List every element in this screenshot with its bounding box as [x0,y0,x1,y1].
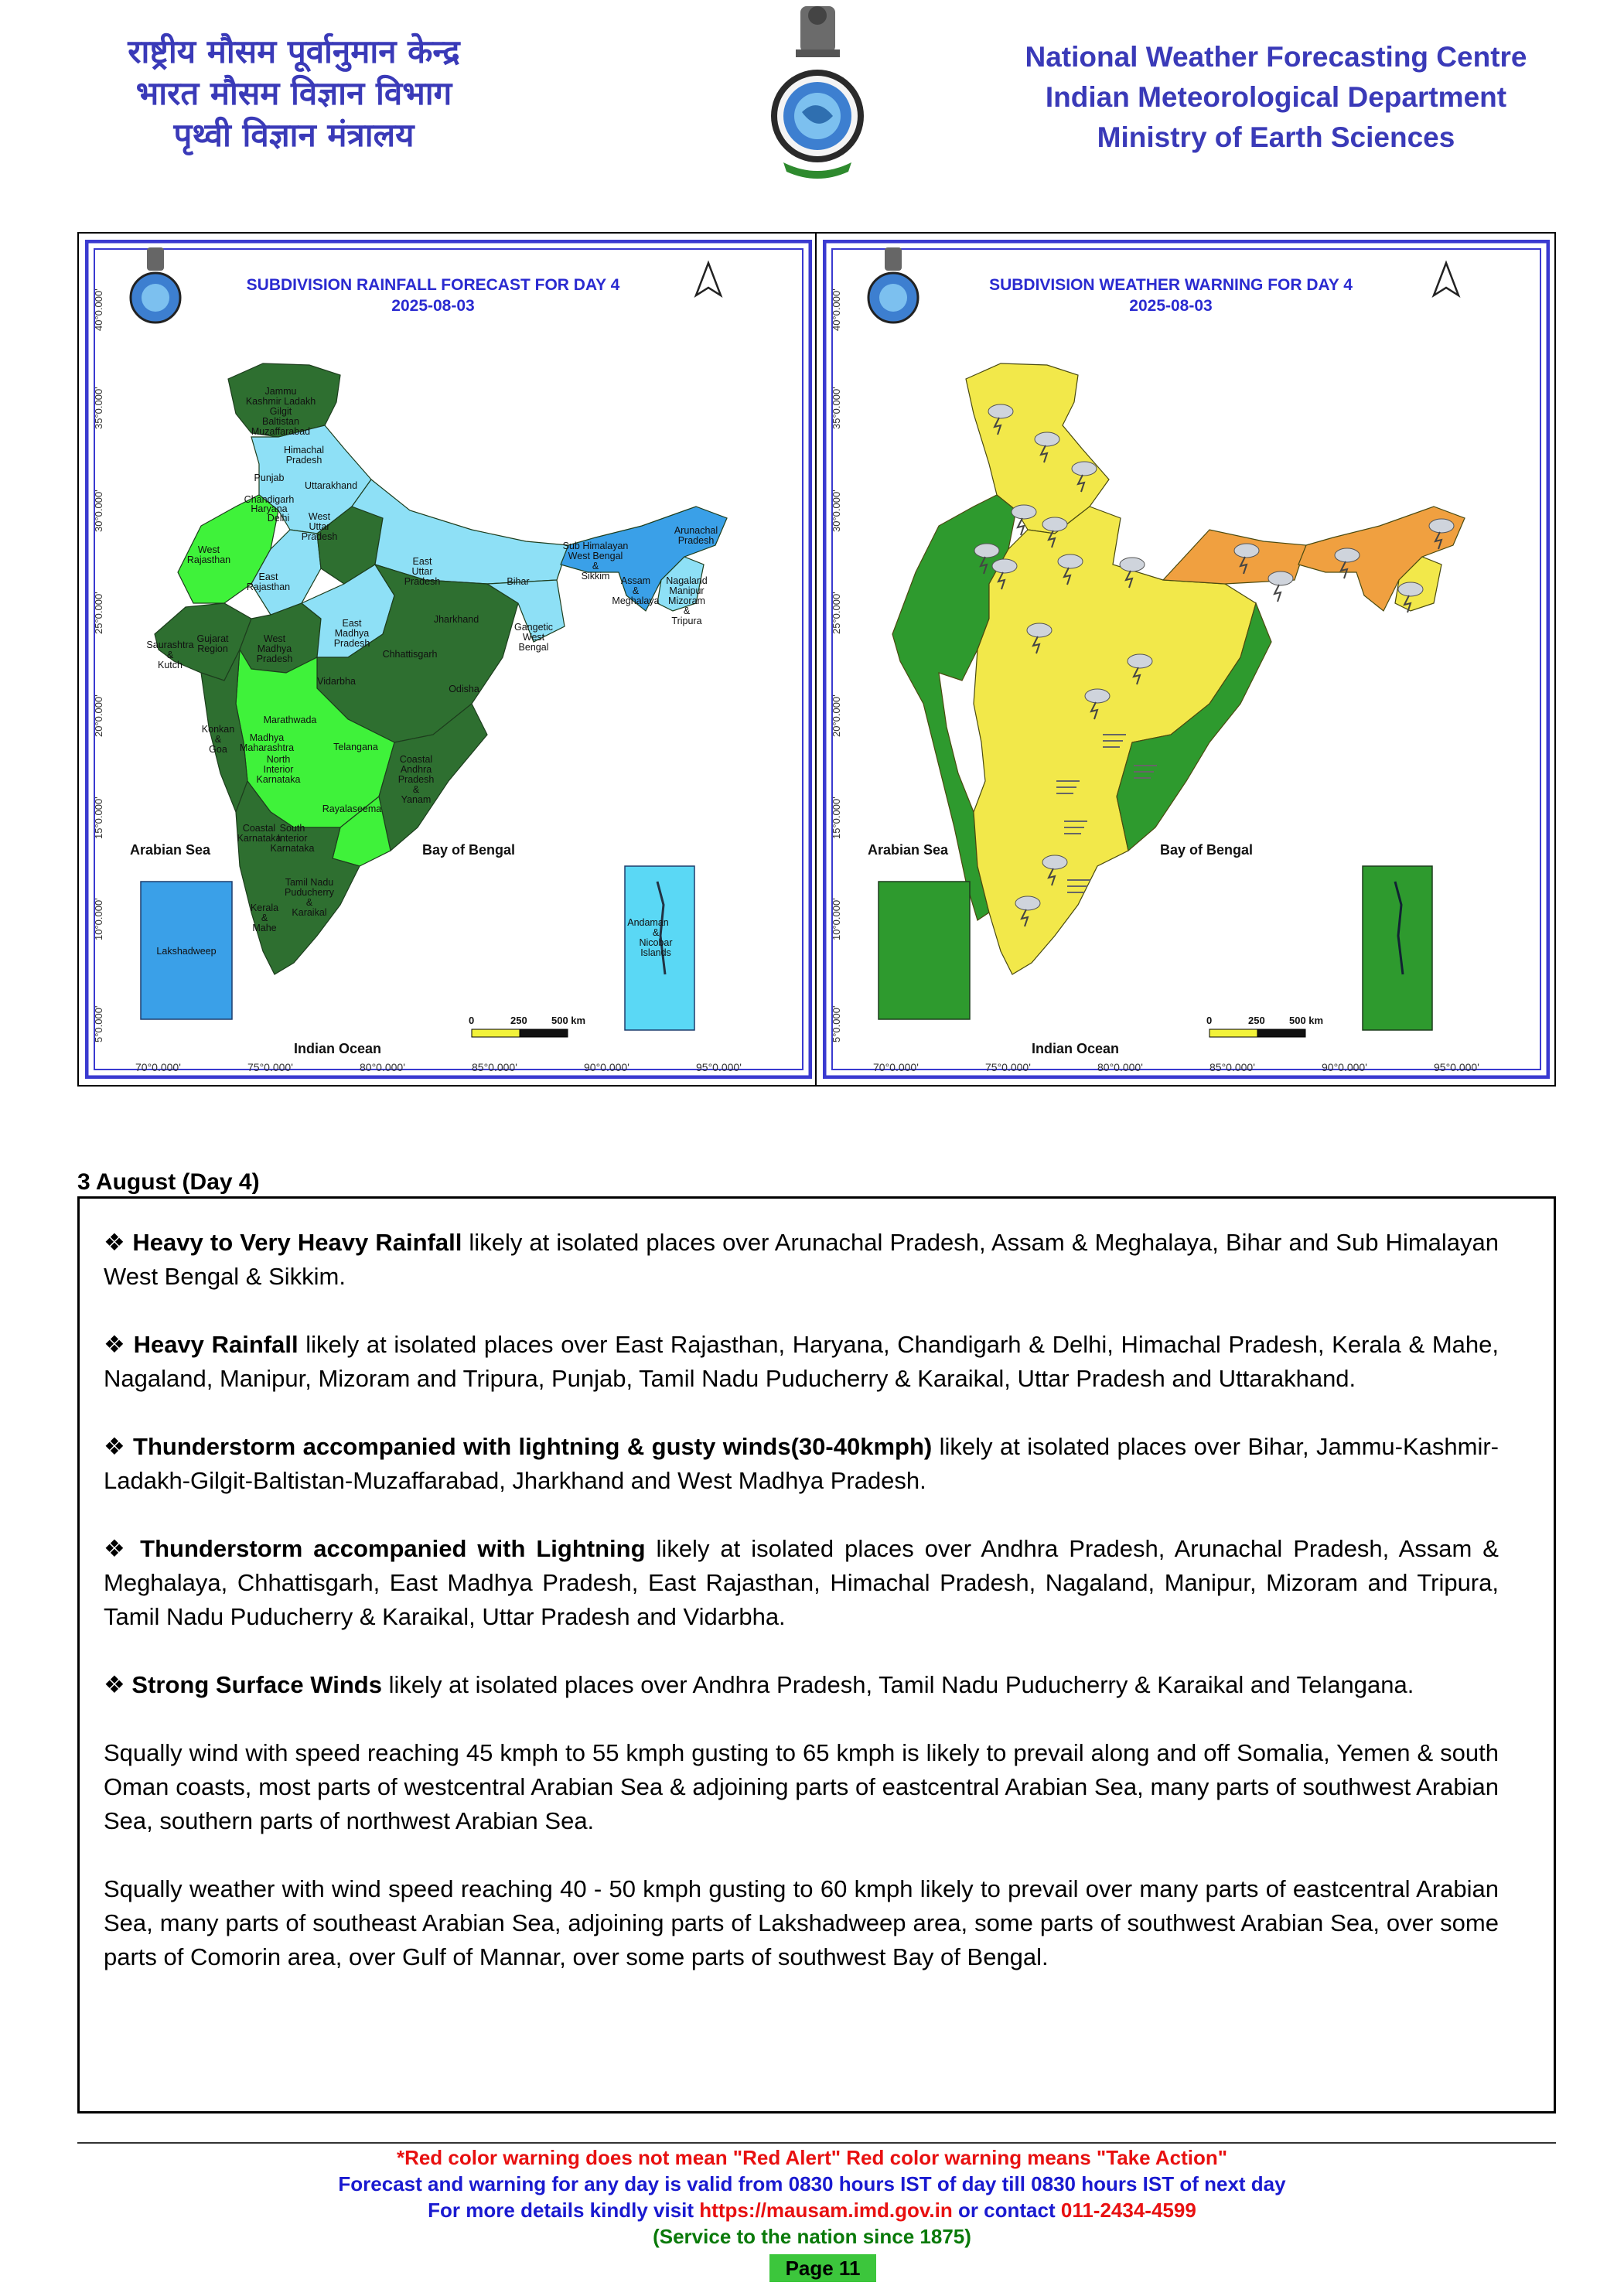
warning-map-title: SUBDIVISION WEATHER WARNING FOR DAY 4 [989,276,1353,294]
rainfall-forecast-map [85,240,812,1079]
lat-tick-5: 5°0.000' [93,1005,104,1042]
label-chhattisgarh: Chhattisgarh [382,649,438,660]
label-rayalaseema: Rayalaseema [322,803,382,814]
label-karaikal: Karaikal [292,907,327,918]
label-delhi: Delhi [267,513,290,524]
label-goa: Goa [209,744,227,755]
label-baltistan: Baltistan [262,416,299,427]
label-nik-3: Karnataka [256,774,301,785]
label-himachal-pradesh: Pradesh [285,455,322,466]
label-odisha: Odisha [449,684,479,694]
lon-tick-85: 85°0.000' [472,1061,517,1073]
footer-red-note: *Red color warning does not mean "Red Alert" Red color warning means "Take Action" [396,2146,1228,2169]
footer-details: For more details kindly visit https://mausam.imd.gov.in or contact 011-2434-4599 [428,2199,1196,2222]
english-header-line-2: Indian Meteorological Department [1045,81,1507,113]
label-west-up-3: Pradesh [301,531,338,542]
label-assam-1: Assam [620,575,651,586]
label-jharkhand: Jharkhand [433,614,479,625]
label-tripura: Tripura [671,616,702,626]
label-coastal-andhra-4: & [412,784,420,795]
maps-divider [815,232,817,1087]
squally-wind-paragraph: Squally wind with speed reaching 45 kmph to 55 kmph gusting to 65 kmph is likely to prevail along and off Somalia, Yemen & south Oman coasts, most parts of westcentral Arabian Sea & adjoining parts of eastcentral Arabian Sea, many parts of southwest Arabian Sea, southern parts of northwest Arabian Sea. [104,1739,1499,1834]
forecast-item-text: likely at isolated places over Andhra Pradesh, Arunachal Pradesh, Assam & Meghalaya, Chhattisgarh, East Madhya Pradesh, East Rajasthan, Himachal Pradesh, Nagaland, Manipur, Mizoram and Tripura, Tamil Nadu Puducherry & Karaikal, Uttar Pradesh and Vidarbha. [104,1535,1499,1630]
label-nagaland: Nagaland [666,575,708,586]
weather-warning-map [823,240,1550,1079]
sea-label-arabian: Arabian Sea [868,842,949,858]
label-vidarbha: Vidarbha [317,676,356,687]
label-andaman: Andaman [627,917,669,928]
label-gujarat: Gujarat [196,633,229,644]
lon-tick-95: 95°0.000' [696,1061,742,1073]
scale-label-250: 250 [510,1015,527,1026]
forecast-item-heading: Thunderstorm accompanied with lightning & gusty winds(30-40kmph) [133,1433,933,1460]
label-uttarakhand: Uttarakhand [304,480,358,491]
label-east-mp-2: Madhya [334,628,370,639]
footer-url-link[interactable]: https://mausam.imd.gov.in [699,2199,953,2222]
day-title: 3 August (Day 4) [77,1169,260,1195]
label-shwb-1: Sub Himalayan [562,541,629,551]
lat-tick-20: 20°0.000' [93,694,104,737]
label-interior: Interior [277,833,308,844]
lon-tick-95: 95°0.000' [1434,1061,1479,1073]
forecast-item: ❖ Heavy to Very Heavy Rainfall likely at isolated places over Arunachal Pradesh, Assam & Meghalaya, Bihar and Sub Himalayan West Bengal & Sikkim. [104,1229,1499,1290]
label-kerala-amp: & [261,913,268,923]
scale-label-250: 250 [1248,1015,1265,1026]
label-west-mp-2: Madhya [257,643,292,654]
forecast-item-text: likely at isolated places over Andhra Pradesh, Tamil Nadu Puducherry & Karaikal and Telangana. [381,1671,1414,1698]
lat-tick-30: 30°0.000' [93,490,104,532]
lat-tick-25: 25°0.000' [93,592,104,634]
label-konkan-amp: & [214,734,222,745]
imd-emblem-logo [762,0,874,184]
lat-tick-40: 40°0.000' [831,288,842,331]
label-marathwada: Marathwada [263,715,317,725]
label-west-up-1: West [308,511,331,522]
lat-tick-35: 35°0.000' [93,387,104,429]
label-tamil-nadu: Tamil Nadu [285,877,334,888]
scale-label-500: 500 km [1289,1015,1324,1026]
lat-tick-20: 20°0.000' [831,694,842,737]
lon-tick-85: 85°0.000' [1209,1061,1255,1073]
label-coastal-andhra-1: Coastal [399,754,433,765]
english-header [1005,37,1547,158]
label-kerala: Kerala [250,902,279,913]
page-number-badge: Page 11 [769,2254,876,2282]
label-coastal-andhra-3: Pradesh [397,774,435,785]
sea-label-bengal: Bay of Bengal [422,842,516,858]
label-ne-amp: & [683,606,691,616]
label-mizoram: Mizoram [668,595,705,606]
label-west-rajasthan-2: Rajasthan [186,554,231,565]
lon-tick-90: 90°0.000' [584,1061,629,1073]
ashoka-lion-icon [796,6,840,57]
lat-tick-40: 40°0.000' [93,288,104,331]
label-madhya-maharashtra-2: Maharashtra [239,742,295,753]
forecast-item-text: likely at isolated places over Bihar, Jammu-Kashmir-Ladakh-Gilgit-Baltistan-Muzaffarabad, Jharkhand and West Madhya Pradesh. [104,1433,1499,1494]
english-header-line-3: Ministry of Earth Sciences [1097,121,1455,153]
english-header-line-1: National Weather Forecasting Centre [1025,41,1527,73]
forecast-item: ❖ Thunderstorm accompanied with lightning & gusty winds(30-40kmph) likely at isolated places over Bihar, Jammu-Kashmir-Ladakh-Gilgit-Baltistan-Muzaffarabad, Jharkhand and West Madhya Pradesh. [104,1433,1499,1494]
label-gangetic-1: Gangetic [513,622,554,633]
forecast-item: ❖ Strong Surface Winds likely at isolated places over Andhra Pradesh, Tamil Nadu Puducherry & Karaikal and Telangana. [104,1671,1414,1698]
forecast-item: ❖ Heavy Rainfall likely at isolated places over East Rajasthan, Haryana, Chandigarh & Delhi, Himachal Pradesh, Kerala & Mahe, Nagaland, Manipur, Mizoram and Tripura, Punjab, Tamil Nadu Puducherry & Karaikal, Uttar Pradesh and Uttarakhand. [104,1331,1499,1392]
label-saurashtra-amp: & [166,650,174,660]
lat-tick-15: 15°0.000' [831,797,842,839]
hindi-header-line-1: राष्ट्रीय मौसम पूर्वानुमान केन्द्र [128,32,460,70]
label-arunachal-2: Pradesh [677,535,715,546]
label-gilgit: Gilgit [269,406,292,417]
forecast-content [104,1226,1499,2008]
footer-since: (Service to the nation since 1875) [653,2225,971,2248]
label-east-rajasthan-2: Rajasthan [246,582,291,592]
label-mahe: Mahe [252,923,277,933]
lon-tick-70: 70°0.000' [135,1061,181,1073]
lat-tick-5: 5°0.000' [831,1005,842,1042]
label-manipur: Manipur [669,585,705,596]
forecast-item-heading: Heavy Rainfall [133,1331,299,1358]
sea-label-bengal: Bay of Bengal [1160,842,1254,858]
footer-validity: Forecast and warning for any day is valid from 0830 hours IST of day till 0830 hours IST of next day [338,2172,1286,2195]
sea-label-indian: Indian Ocean [1032,1041,1120,1056]
hindi-header [77,31,510,156]
label-assam-3: Meghalaya [612,595,660,606]
label-assam-2: & [632,585,640,596]
label-konkan: Konkan [201,724,235,735]
forecast-item: ❖ Thunderstorm accompanied with Lightning likely at isolated places over Andhra Pradesh, Arunachal Pradesh, Assam & Meghalaya, Chhattisgarh, East Madhya Pradesh, East Rajasthan, Himachal Pradesh, Nagaland, Manipur, Mizoram and Tripura, Tamil Nadu Puducherry & Karaikal, Uttar Pradesh and Vidarbha. [104,1535,1499,1630]
forecast-item-text: likely at isolated places over Arunachal Pradesh, Assam & Meghalaya, Bihar and Sub Himalayan West Bengal & Sikkim. [104,1229,1499,1290]
label-kutch: Kutch [158,660,183,670]
lat-tick-10: 10°0.000' [93,898,104,940]
label-nicobar: Nicobar [639,937,673,948]
lat-tick-25: 25°0.000' [831,592,842,634]
lat-tick-15: 15°0.000' [93,797,104,839]
label-east-up-1: East [412,556,432,567]
squally-weather-paragraph: Squally weather with wind speed reaching 40 - 50 kmph gusting to 60 kmph likely to prevail over many parts of eastcentral Arabian Sea, many parts of southeast Arabian Sea, adjoining parts of Lakshadweep area, some parts of southwest Arabian Sea, over some parts of Comorin area, over Gulf of Mannar, over some parts of southwest Bay of Bengal. [104,1875,1499,1970]
label-nik-2: Interior [263,764,294,775]
label-east-rajasthan-1: East [258,571,278,582]
label-east-up-3: Pradesh [404,576,441,587]
warning-region-lakshadweep [879,882,970,1019]
label-coastal-karnataka-1: Coastal [242,823,276,834]
rainfall-map-title: SUBDIVISION RAINFALL FORECAST FOR DAY 4 [246,276,620,294]
lat-tick-30: 30°0.000' [831,490,842,532]
label-shwb-4: Sikkim [581,571,610,582]
label-punjab: Punjab [254,473,285,483]
label-gangetic-2: West [522,632,545,643]
label-bihar: Bihar [507,576,530,587]
label-muzaffarabad: Muzaffarabad [251,426,311,437]
footer-divider [77,2142,1556,2144]
label-jammu: Jammu [264,386,297,397]
label-kashmir-ladakh: Kashmir Ladakh [245,396,316,407]
label-east-up-2: Uttar [411,566,433,577]
forecast-item-text: likely at isolated places over East Rajasthan, Haryana, Chandigarh & Delhi, Himachal Pradesh, Kerala & Mahe, Nagaland, Manipur, Mizoram and Tripura, Punjab, Tamil Nadu Puducherry & Karaikal, Uttar Pradesh and Uttarakhand. [104,1331,1499,1392]
label-chandigarh: Chandigarh [244,494,295,505]
lon-tick-90: 90°0.000' [1322,1061,1367,1073]
label-gangetic-3: Bengal [518,642,549,653]
label-south-interior: South [279,823,305,834]
label-interior-karnataka: Karnataka [270,843,315,854]
footer-phone: 011-2434-4599 [1060,2199,1196,2222]
lat-tick-35: 35°0.000' [831,387,842,429]
label-yanam: Yanam [401,794,432,805]
label-madhya-maharashtra-1: Madhya [249,732,285,743]
label-andaman-amp: & [652,927,660,938]
label-region: Region [197,643,228,654]
label-lakshadweep: Lakshadweep [156,946,217,957]
lon-tick-80: 80°0.000' [360,1061,405,1073]
hindi-header-line-3: पृथ्वी विज्ञान मंत्रालय [173,116,415,154]
hindi-header-line-2: भारत मौसम विज्ञान विभाग [135,74,452,112]
label-tn-amp: & [305,897,313,908]
sea-label-indian: Indian Ocean [294,1041,382,1056]
lon-tick-80: 80°0.000' [1097,1061,1143,1073]
forecast-item-heading: Heavy to Very Heavy Rainfall [132,1229,462,1256]
scale-label-500: 500 km [551,1015,586,1026]
label-east-mp-3: Pradesh [333,638,370,649]
label-east-mp-1: East [342,618,362,629]
label-shwb-2: West Bengal [568,551,623,561]
lon-tick-70: 70°0.000' [873,1061,919,1073]
warning-map-date: 2025-08-03 [1129,297,1213,315]
scale-label-0: 0 [469,1015,475,1026]
forecast-item-heading: Strong Surface Winds [131,1671,382,1698]
scale-label-0: 0 [1206,1015,1213,1026]
label-arunachal-1: Arunachal [674,525,718,536]
label-islands: Islands [640,947,671,958]
rainfall-map-date: 2025-08-03 [391,297,475,315]
label-telangana: Telangana [333,742,378,752]
label-haryana: Haryana [251,503,288,514]
lat-tick-10: 10°0.000' [831,898,842,940]
label-coastal-andhra-2: Andhra [400,764,432,775]
label-himachal: Himachal [283,445,325,455]
lon-tick-75: 75°0.000' [247,1061,293,1073]
label-puducherry: Puducherry [285,887,334,898]
label-coastal-karnataka-2: Karnataka [237,833,281,844]
label-saurashtra: Saurashtra [146,640,194,650]
label-west-mp-3: Pradesh [256,653,293,664]
label-west-up-2: Uttar [309,521,330,532]
label-nik-1: North [266,754,291,765]
sea-label-arabian: Arabian Sea [130,842,211,858]
label-west-mp-1: West [263,633,286,644]
lon-tick-75: 75°0.000' [985,1061,1031,1073]
label-west-rajasthan-1: West [197,544,220,555]
label-shwb-3: & [592,561,599,571]
forecast-item-heading: Thunderstorm accompanied with Lightning [140,1535,646,1562]
